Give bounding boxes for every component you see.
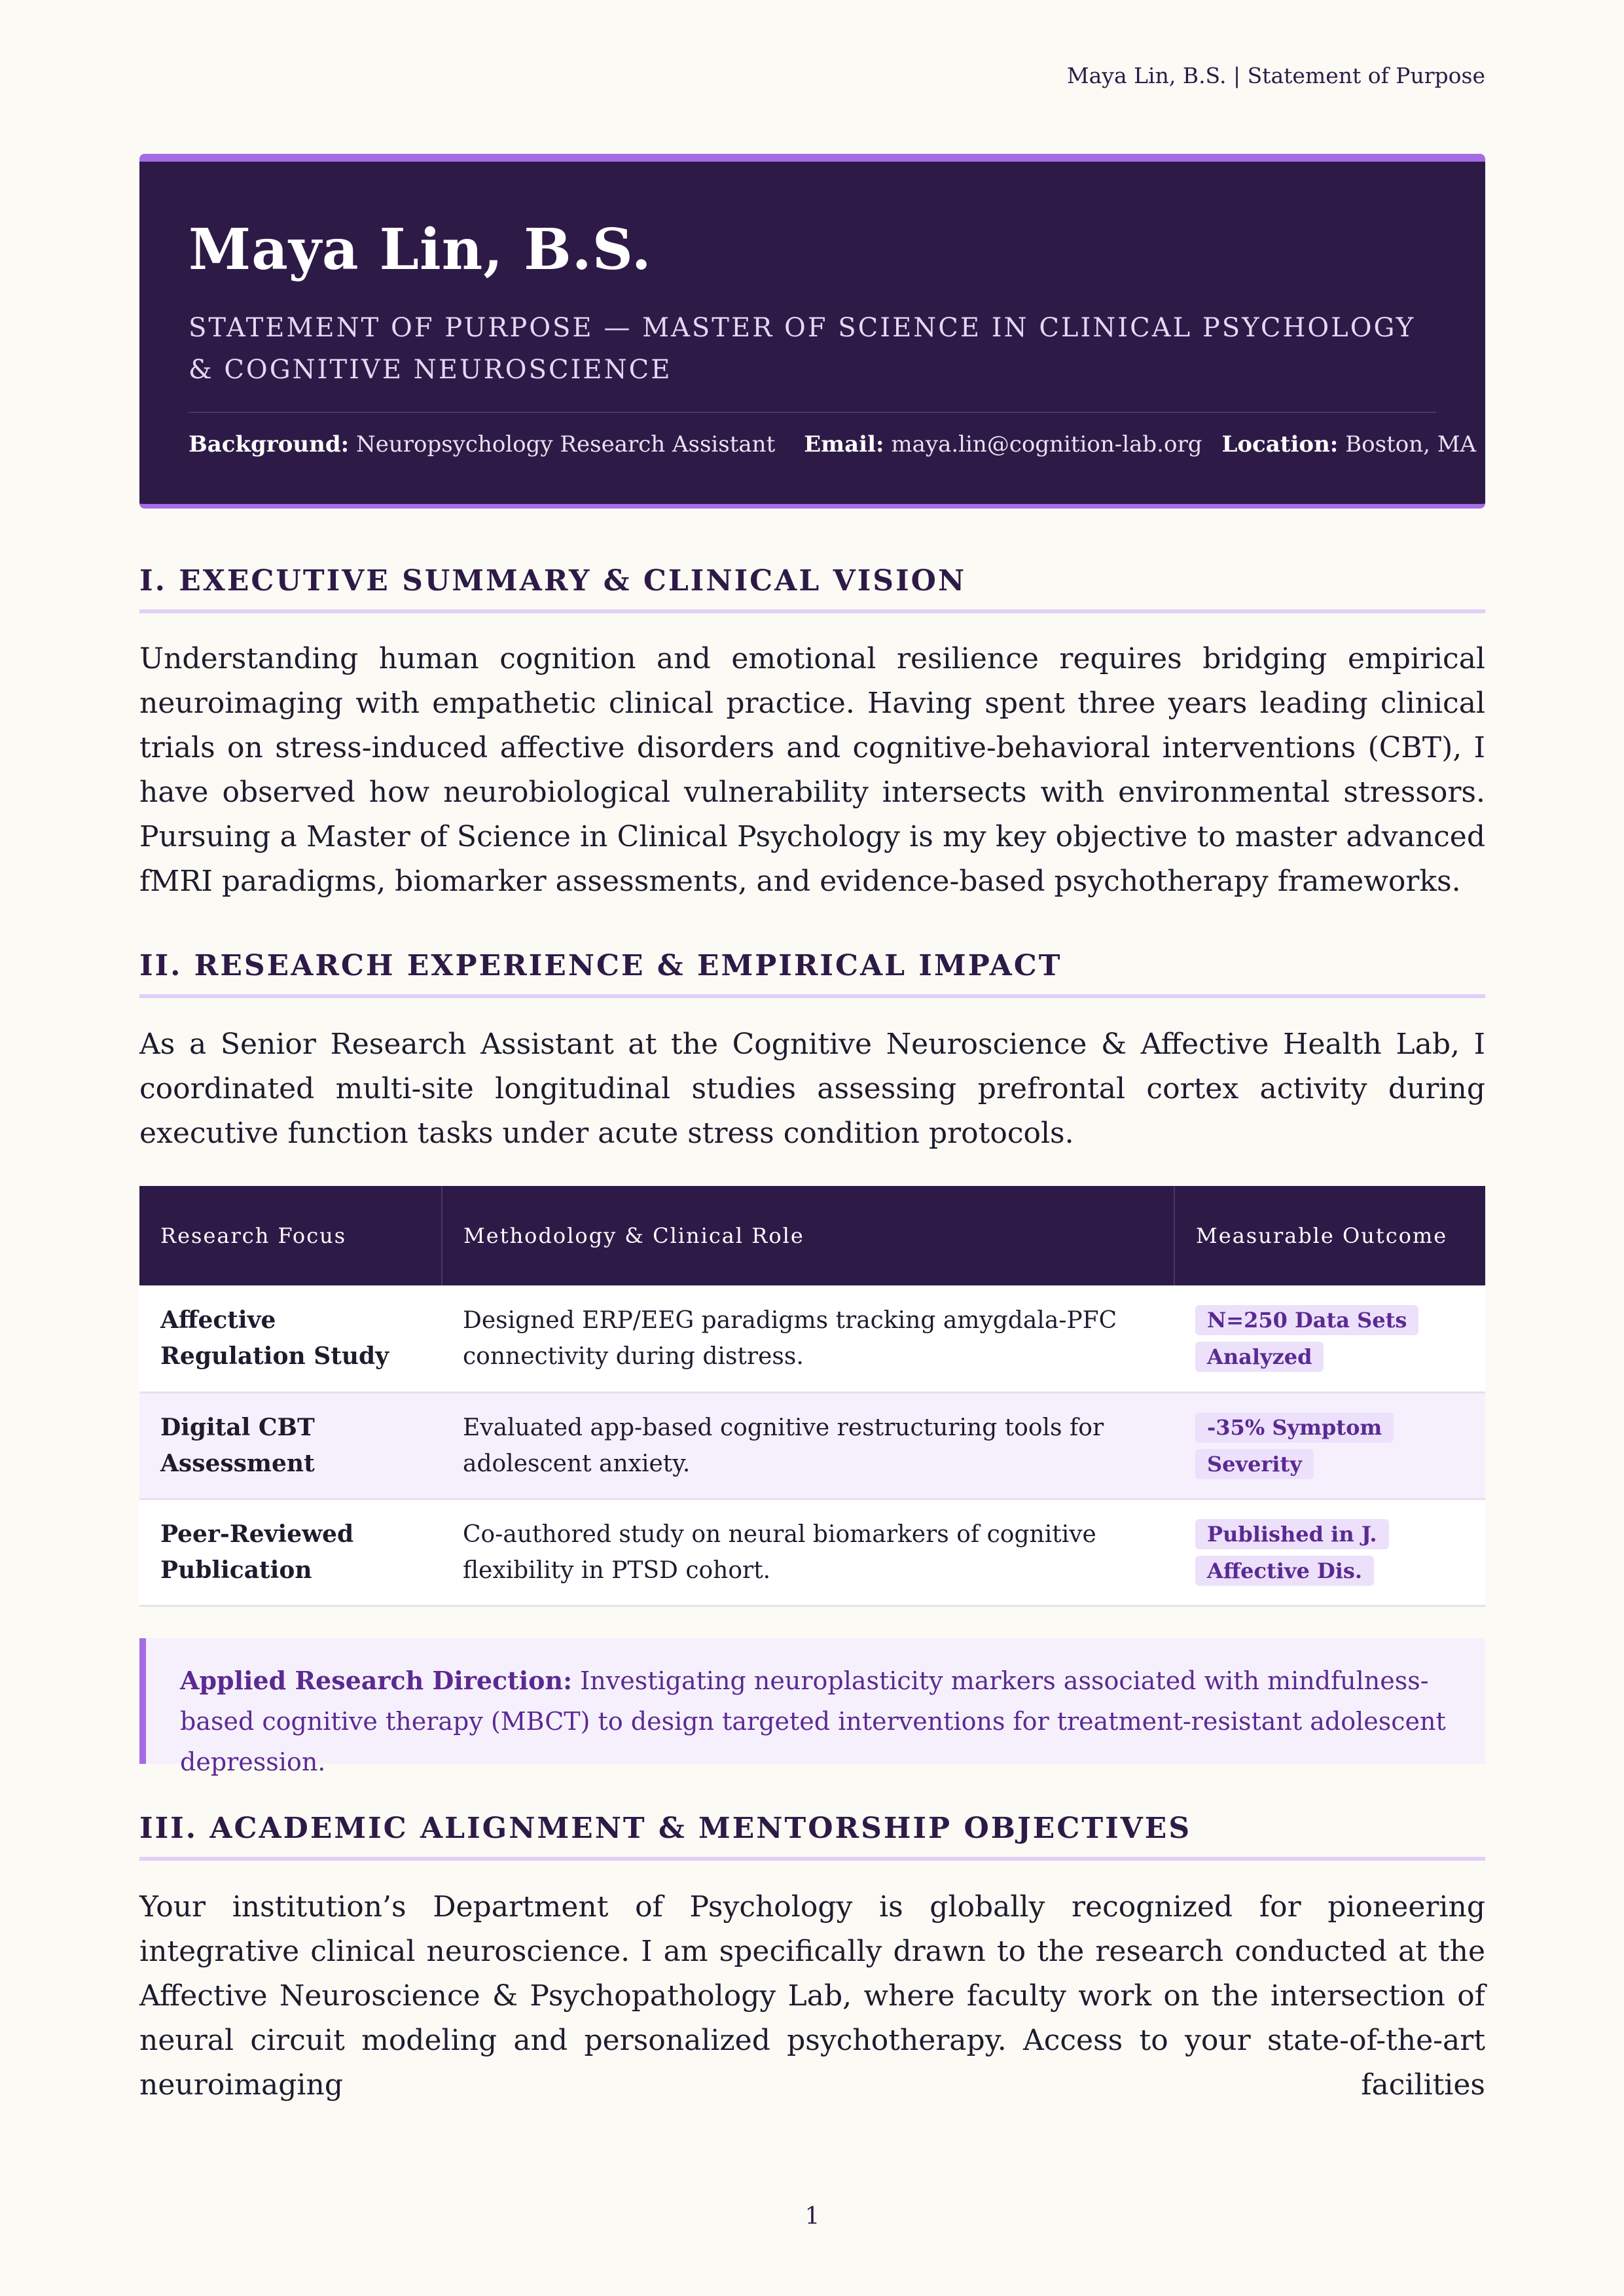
running-header: Maya Lin, B.S. | Statement of Purpose (1066, 63, 1485, 88)
outcome-cell (1174, 1285, 1485, 1392)
page-number: 1 (804, 2203, 820, 2230)
research-direction-callout (139, 1638, 1485, 1776)
location-label: Location: (1221, 431, 1339, 457)
research-experience-paragraph: As a Senior Research Assistant at the Cognitive Neuroscience & Affective Health Lab, I coordinated multi-site longitudinal studies assessing prefrontal cortex activity during executive function tasks under acute stress condition protocols. (139, 1028, 1485, 1150)
location-value: Boston, MA (1345, 431, 1477, 457)
research-focus-cell: Affective Regulation Study (139, 1285, 442, 1392)
outcome-cell (1174, 1499, 1485, 1605)
document-subtitle: STATEMENT OF PURPOSE — MASTER OF SCIENCE IN CLINICAL PSYCHOLOGY & COGNITIVE NEUROSCIENCE (189, 313, 1416, 385)
section-heading-executive-summary: I. EXECUTIVE SUMMARY & CLINICAL VISION (139, 564, 1485, 613)
column-header-methodology: Methodology & Clinical Role (442, 1186, 1174, 1285)
research-focus-cell: Digital CBT Assessment (139, 1392, 442, 1499)
outcome-badge: -35% Symptom Severity (1195, 1412, 1394, 1479)
background-meta (189, 431, 775, 457)
callout-label: Applied Research Direction: (180, 1666, 573, 1695)
callout-text: Investigating neuroplasticity markers associated with mindfulness-based cognitive therapy (MBCT) to design targeted interventions for treatment-resistant adolescent depression. (180, 1666, 1446, 1776)
table-row (139, 1499, 1485, 1605)
section-heading-academic-alignment: III. ACADEMIC ALIGNMENT & MENTORSHIP OBJECTIVES (139, 1812, 1485, 1861)
methodology-cell: Designed ERP/EEG paradigms tracking amygdala-PFC connectivity during distress. (442, 1285, 1174, 1392)
outcome-badge: Published in J. Affective Dis. (1195, 1519, 1389, 1586)
research-table (139, 1186, 1485, 1607)
header-banner (139, 154, 1485, 509)
location-meta (1221, 431, 1476, 457)
background-label: Background: (189, 431, 350, 457)
table-row (139, 1392, 1485, 1499)
methodology-cell: Co-authored study on neural biomarkers of cognitive flexibility in PTSD cohort. (442, 1499, 1174, 1605)
email-value: maya.lin@cognition-lab.org (891, 431, 1202, 457)
table-row (139, 1285, 1485, 1392)
document-page (139, 0, 1485, 2296)
table-header-row (139, 1186, 1485, 1285)
executive-summary-paragraph: Understanding human cognition and emotional resilience requires bridging empirical neuroimaging with empathetic clinical practice. Having spent three years leading clinical trials on stress-induced affective disorders and cognitive-behavioral interventions (CBT), I have observed how neurobiological vulnerability intersects with environmental stressors. Pursuing a Master of Science in Clinical Psychology is my key objective to master advanced fMRI paradigms, biomarker assessments, and evidence-based psychotherapy frameworks. (139, 642, 1485, 898)
email-meta (804, 431, 1202, 457)
column-header-outcome: Measurable Outcome (1174, 1186, 1485, 1285)
contact-meta (189, 431, 1476, 457)
research-focus-cell: Peer-Reviewed Publication (139, 1499, 442, 1605)
background-value: Neuropsychology Research Assistant (355, 431, 776, 457)
banner-divider (189, 412, 1436, 413)
outcome-cell (1174, 1392, 1485, 1499)
section-heading-research-experience: II. RESEARCH EXPERIENCE & EMPIRICAL IMPACT (139, 949, 1485, 998)
methodology-cell: Evaluated app-based cognitive restructuring tools for adolescent anxiety. (442, 1392, 1174, 1499)
email-label: Email: (804, 431, 884, 457)
academic-alignment-paragraph: Your institution’s Department of Psychology is globally recognized for pioneering integrative clinical neuroscience. I am specifically drawn to the research conducted at the Affective Neuroscience & Psychopathology Lab, where faculty work on the intersection of neural circuit modeling and personalized psychotherapy. Access to your state-of-the-art neuroimaging facilities (139, 1890, 1485, 2102)
outcome-badge: N=250 Data Sets Analyzed (1195, 1305, 1418, 1372)
column-header-research-focus: Research Focus (139, 1186, 442, 1285)
author-name: Maya Lin, B.S. (189, 217, 652, 283)
